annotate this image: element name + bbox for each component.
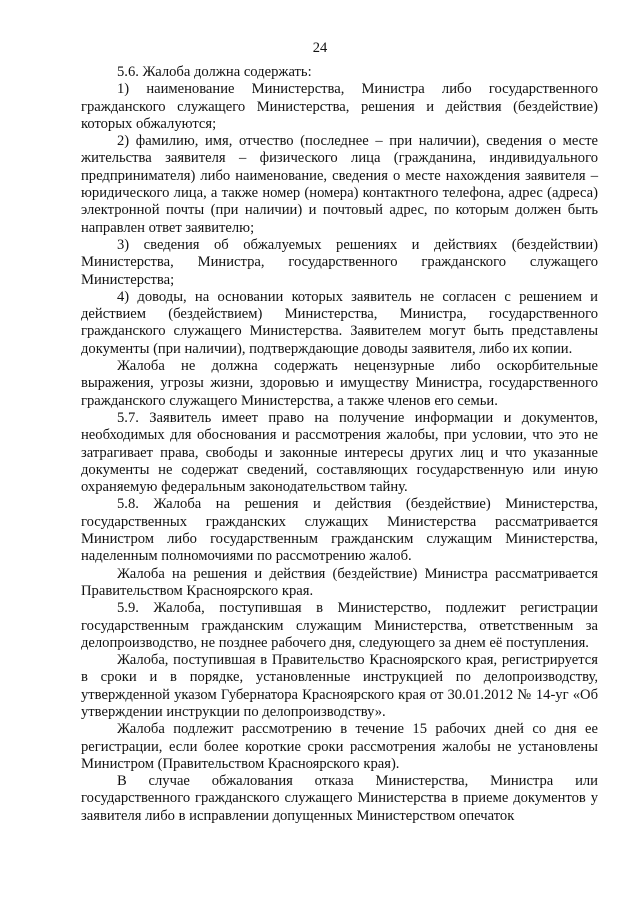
paragraph: 1) наименование Министерства, Министра либо государственного гражданского служащего Министерства, решения и действия (бездействие) которых обжалуются;	[81, 81, 598, 132]
paragraph: Жалоба на решения и действия (бездействие) Министра рассматривается Правительством Красноярского края.	[81, 565, 598, 599]
paragraph: В случае обжалования отказа Министерства, Министра или государственного гражданского служащего Министерства в приеме документов у заявителя либо в исправлении допущенных Министерством опечаток	[81, 773, 598, 824]
paragraph: 5.8. Жалоба на решения и действия (бездействие) Министерства, государственных гражданских служащих Министерства рассматривается Министром либо государственным гражданским служащим Министерства, наделенным полномочиями по рассмотрению жалоб.	[81, 496, 598, 565]
paragraph: Жалоба подлежит рассмотрению в течение 15 рабочих дней со дня ее регистрации, если более короткие сроки рассмотрения жалобы не установлены Министром (Правительством Красноярского края).	[81, 721, 598, 772]
paragraph: 4) доводы, на основании которых заявитель не согласен с решением и действием (бездействием) Министерства, Министра, государственного гражданского служащего Министерства. Заявителем могут быть представлены документы (при наличии), подтверждающие доводы заявителя, либо их копии.	[81, 288, 598, 357]
paragraph: 5.9. Жалоба, поступившая в Министерство, подлежит регистрации государственным гражданским служащим Министерства, ответственным за делопроизводство, не позднее рабочего дня, следующего за днем её поступления.	[81, 600, 598, 651]
paragraph: 5.6. Жалоба должна содержать:	[117, 64, 312, 80]
paragraph: 5.7. Заявитель имеет право на получение информации и документов, необходимых для обоснования и рассмотрения жалобы, при условии, что это не затрагивает права, свободы и законные интересы других лиц и что указанные документы не содержат сведений, составляющих государственную или иную охраняемую федеральным законодательством тайну.	[81, 409, 598, 496]
document-body	[81, 64, 598, 825]
paragraph: 2) фамилию, имя, отчество (последнее – при наличии), сведения о месте жительства заявителя – физического лица (гражданина, индивидуального предпринимателя) либо наименование, сведения о месте нахождения заявителя – юридического лица, а также номер (номера) контактного телефона, адрес (адреса) электронной почты (при наличии) и почтовый адрес, по которым должен быть направлен ответ заявителю;	[81, 133, 598, 236]
paragraph: Жалоба не должна содержать нецензурные либо оскорбительные выражения, угрозы жизни, здоровью и имуществу Министра, государственного гражданского служащего Министерства, а также членов его семьи.	[81, 358, 598, 409]
paragraph: Жалоба, поступившая в Правительство Красноярского края, регистрируется в сроки и в порядке, установленные инструкцией по делопроизводству, утвержденной указом Губернатора Красноярского края от 30.01.2012 № 14-уг «Об утверждении инструкции по делопроизводству».	[81, 652, 598, 720]
paragraph: 3) сведения об обжалуемых решениях и действиях (бездействии) Министерства, Министра, государственного гражданского служащего Министерства;	[81, 236, 598, 288]
page-number: 24	[312, 40, 328, 56]
